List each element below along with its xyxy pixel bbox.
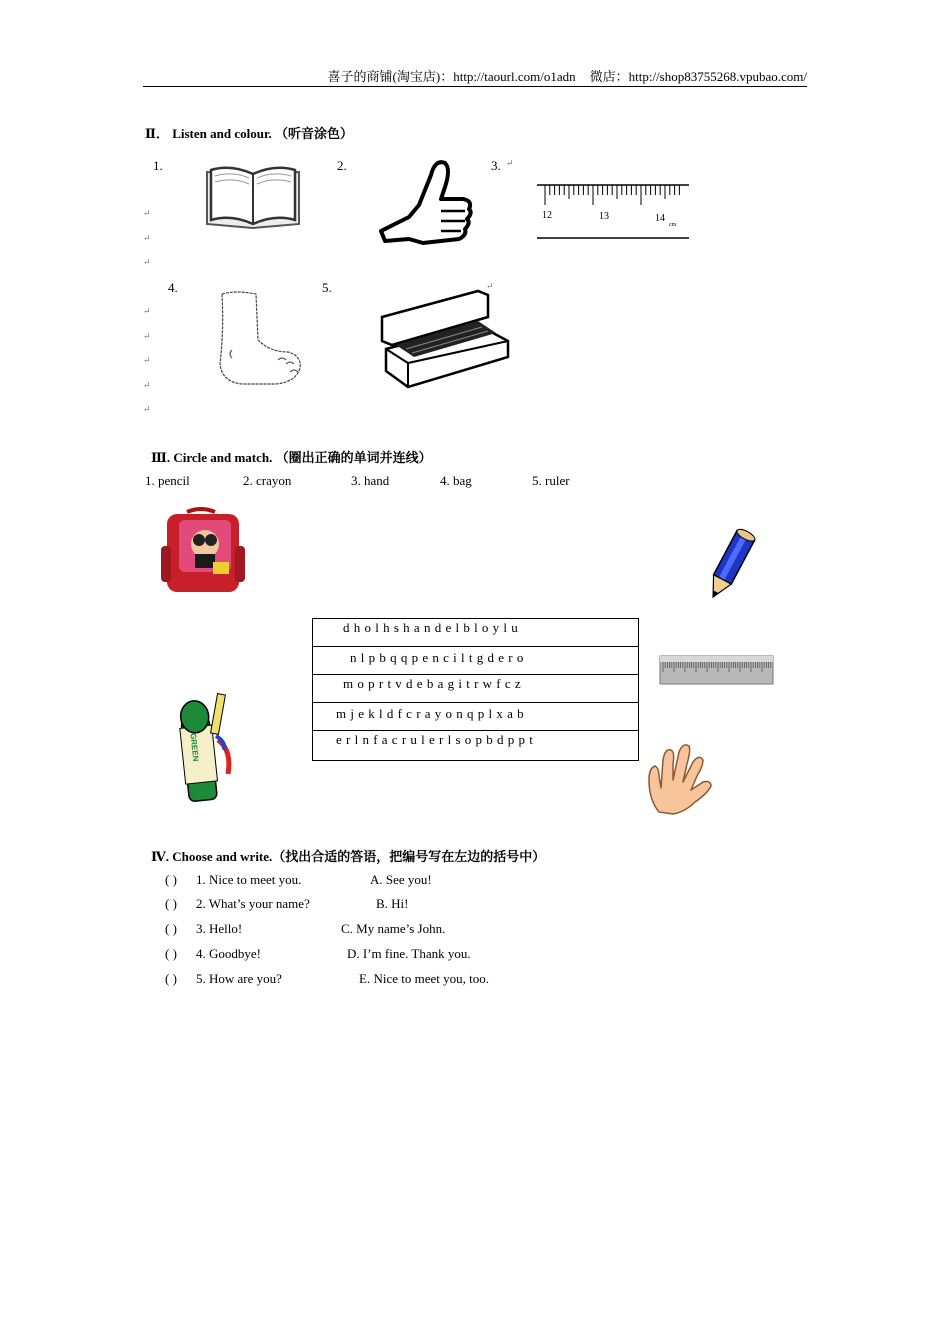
- section2-title: Ⅱ． Listen and colour. （听音涂色）: [145, 126, 354, 141]
- section4-title: Ⅳ. Choose and write.（找出合适的答语，把编号写在左边的括号中）: [151, 849, 546, 864]
- answer-bracket[interactable]: ( ): [165, 896, 177, 911]
- ruler-tick-label: 13: [599, 211, 609, 222]
- book-image: [203, 162, 303, 234]
- answer-option: D. I’m fine. Thank you.: [347, 946, 471, 961]
- grid-row-4[interactable]: m j e k l d f c r a y o n q p l x a b: [313, 703, 638, 731]
- item-number-3: 3.: [491, 158, 501, 173]
- question-text: 3. Hello!: [196, 921, 243, 936]
- foot-image: [216, 290, 304, 388]
- return-mark: ↵: [506, 158, 514, 168]
- word-bag: 4. bag: [440, 473, 472, 488]
- answer-bracket[interactable]: ( ): [165, 921, 177, 936]
- return-mark: ↵: [486, 281, 494, 291]
- grid-row-3[interactable]: m o p r t v d e b a g i t r w f c z: [313, 675, 638, 703]
- section3-title: Ⅲ. Circle and match. （圈出正确的单词并连线）: [151, 450, 432, 465]
- page-header: [143, 66, 807, 87]
- word-pencil: 1. pencil: [145, 473, 190, 488]
- hand-image: [645, 740, 717, 816]
- question-text: 5. How are you?: [196, 971, 282, 986]
- schoolbag-image: [157, 506, 247, 594]
- question-text: 4. Goodbye!: [196, 946, 261, 961]
- question-text: 1. Nice to meet you.: [196, 872, 302, 887]
- ruler-image: [537, 180, 692, 242]
- answer-bracket[interactable]: ( ): [165, 971, 177, 986]
- grid-row-1[interactable]: d h o l h s h a n d e l b l o y l u: [313, 619, 638, 647]
- ruler-tick-label: 12: [542, 210, 552, 221]
- answer-option: A. See you!: [370, 872, 432, 887]
- steel-ruler-image: [659, 654, 775, 686]
- answer-option: B. Hi!: [376, 896, 409, 911]
- return-mark: ↵: [143, 355, 151, 365]
- return-mark: ↵: [143, 331, 151, 341]
- return-mark: ↵: [143, 404, 151, 414]
- return-mark: ↵: [143, 380, 151, 390]
- pencil-box-image: [378, 287, 512, 397]
- answer-option: E. Nice to meet you, too.: [359, 971, 489, 986]
- return-mark: ↵: [143, 208, 151, 218]
- item-number-5: 5.: [322, 280, 332, 295]
- item-number-4: 4.: [168, 280, 178, 295]
- ruler-unit-label: cm: [669, 222, 677, 228]
- grid-row-2[interactable]: n l p b q q p e n c i l t g d e r o: [313, 647, 638, 675]
- shop-link[interactable]: 喜子的商铺(淘宝店)：http://taourl.com/o1adn: [327, 69, 576, 84]
- item-number-1: 1.: [153, 158, 163, 173]
- answer-option: C. My name’s John.: [341, 921, 446, 936]
- question-text: 2. What’s your name?: [196, 896, 310, 911]
- return-mark: ↵: [143, 257, 151, 267]
- crayon-image: [172, 690, 236, 806]
- grid-row-5[interactable]: e r l n f a c r u l e r l s o p b d p p t: [336, 732, 534, 747]
- word-search-grid: [312, 618, 639, 761]
- wechat-link[interactable]: 微店：http://shop83755268.vpubao.com/: [589, 69, 807, 84]
- return-mark: ↵: [143, 233, 151, 243]
- item-number-2: 2.: [337, 158, 347, 173]
- answer-bracket[interactable]: ( ): [165, 872, 177, 887]
- blue-pencil-image: [697, 527, 761, 607]
- ruler-tick-label: 14: [655, 213, 665, 224]
- word-hand: 3. hand: [351, 473, 390, 488]
- answer-bracket[interactable]: ( ): [165, 946, 177, 961]
- word-crayon: 2. crayon: [243, 473, 292, 488]
- crayon-label: GREEN: [188, 732, 201, 762]
- word-ruler: 5. ruler: [532, 473, 570, 488]
- return-mark: ↵: [143, 306, 151, 316]
- thumbs-up-image: [379, 155, 475, 247]
